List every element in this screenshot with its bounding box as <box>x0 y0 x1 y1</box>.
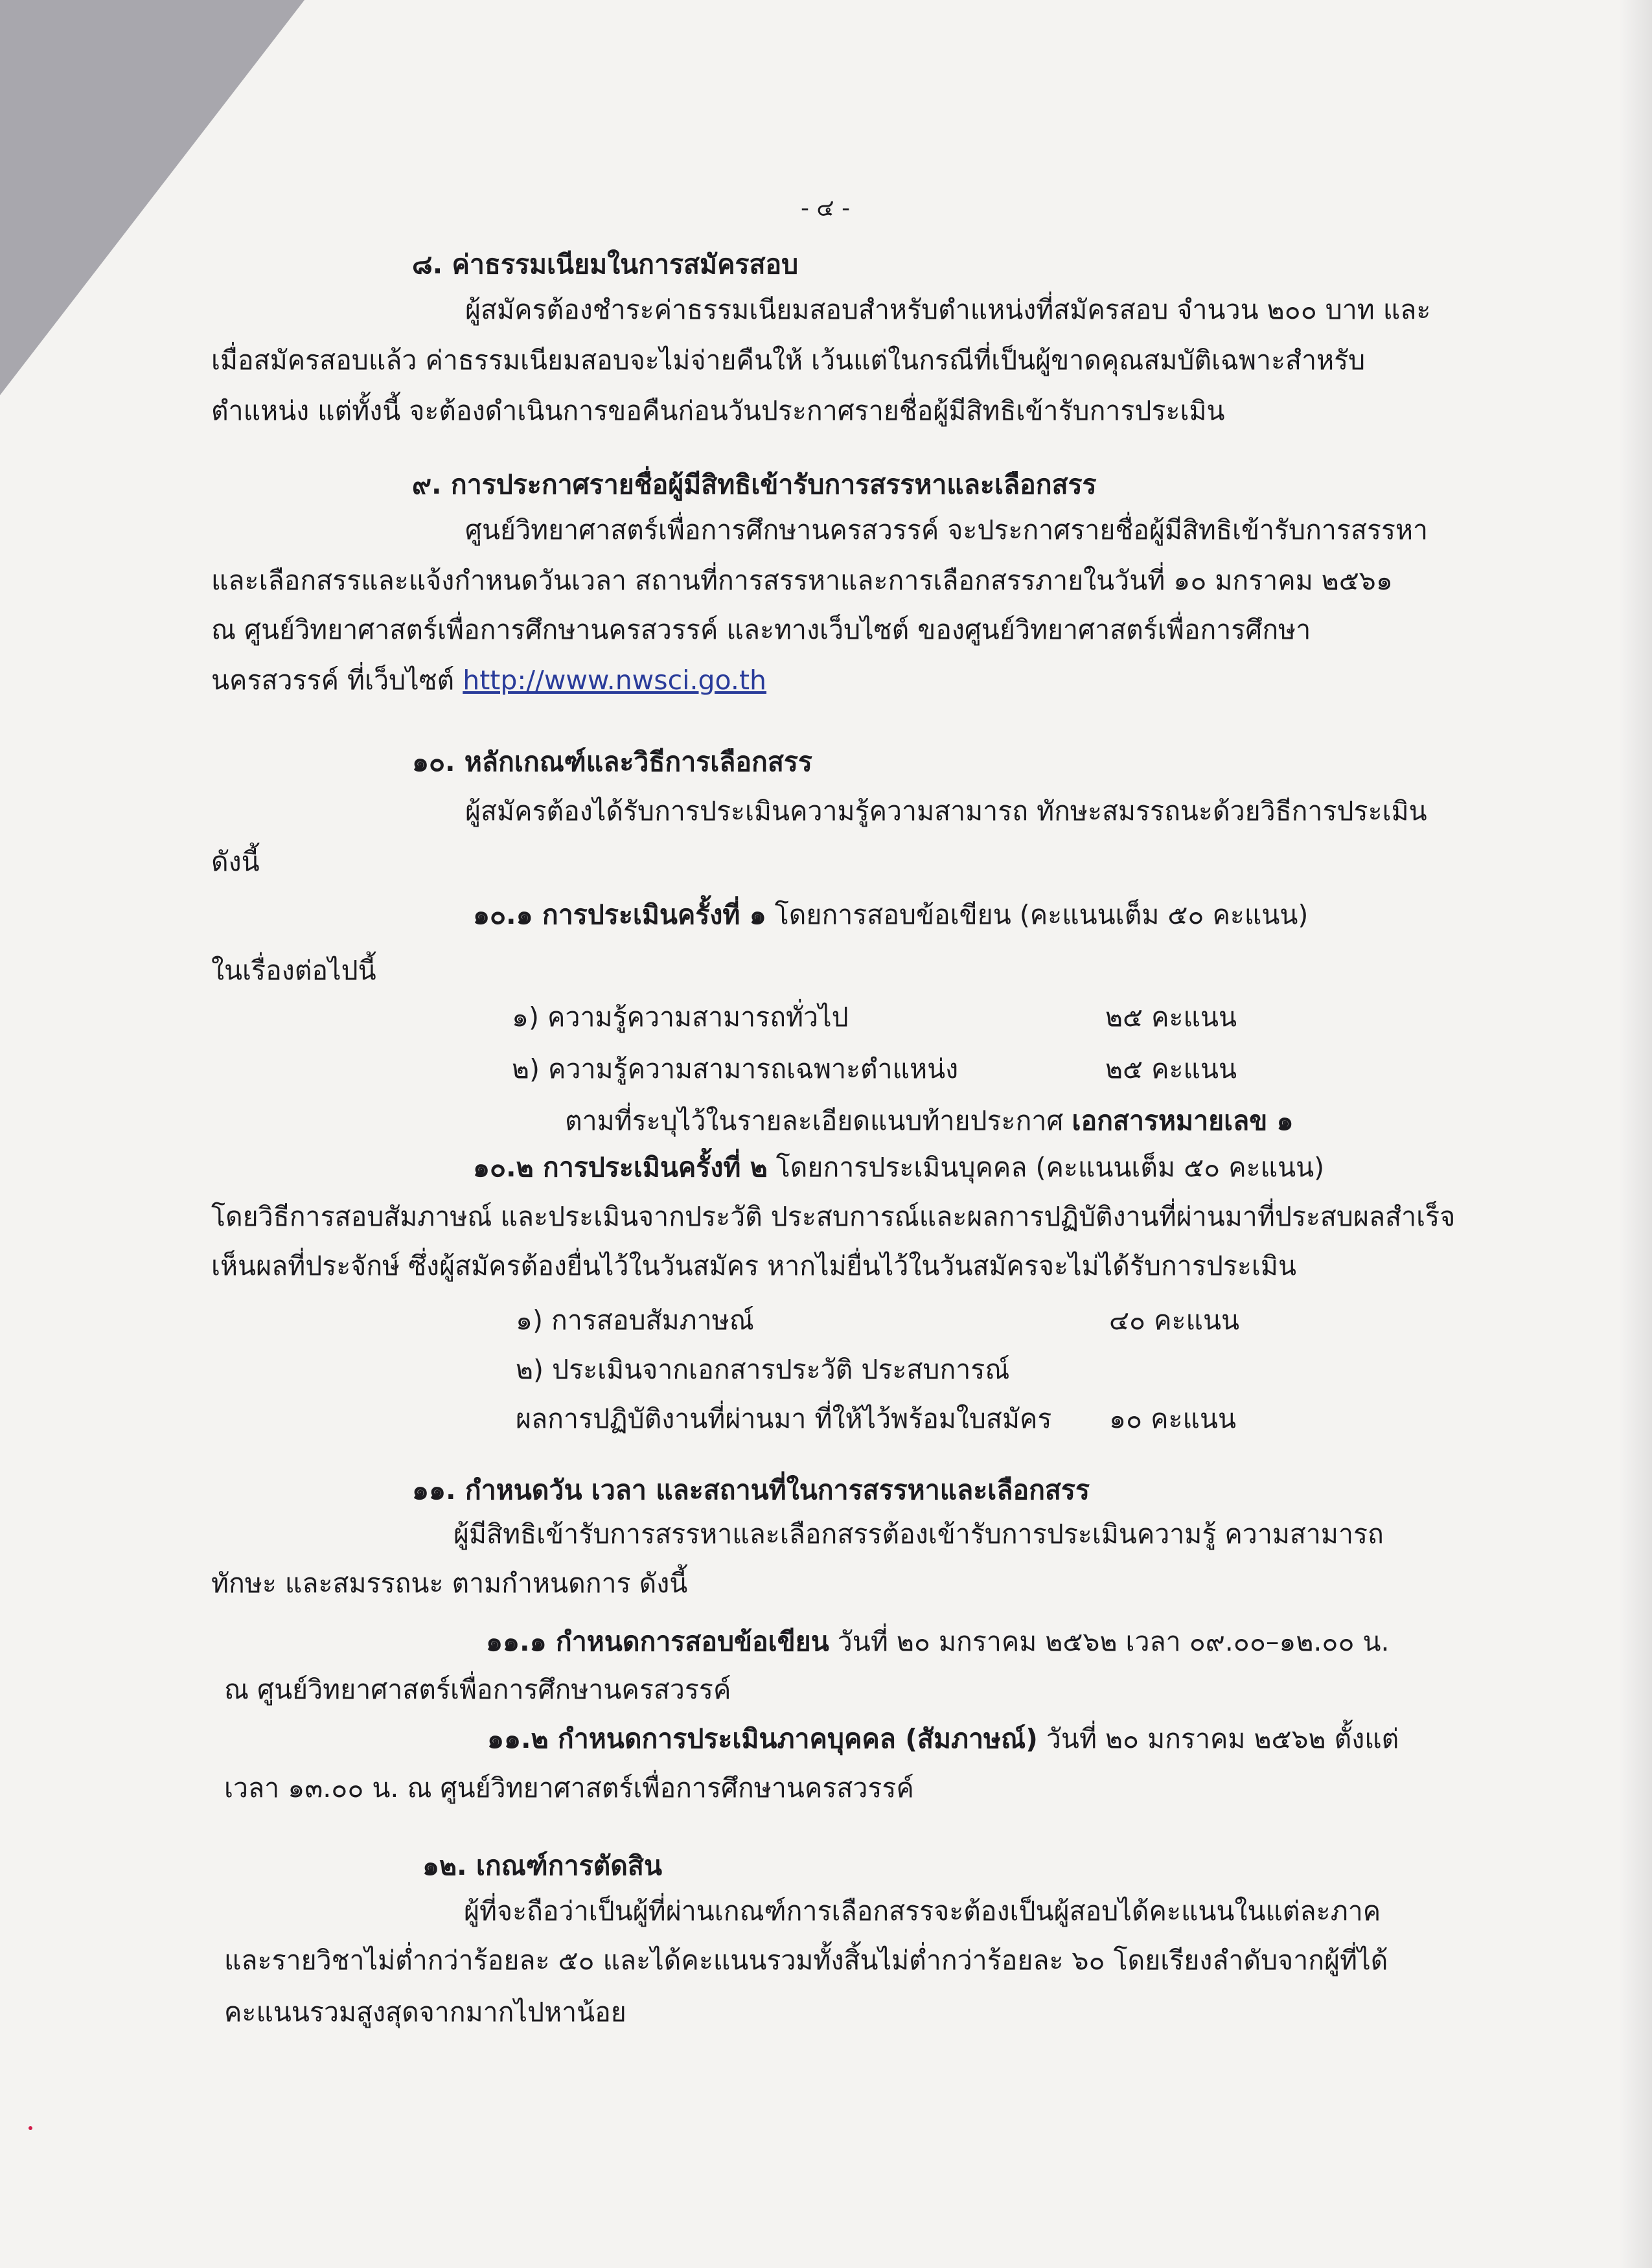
section-10-2-item-3: ผลการปฏิบัติงานที่ผ่านมา ที่ให้ไว้พร้อมใบสมัคร <box>516 1403 1052 1434</box>
section-8-line-2: เมื่อสมัครสอบแล้ว ค่าธรรมเนียมสอบจะไม่จ่ายคืนให้ เว้นแต่ในกรณีที่เป็นผู้ขาดคุณสมบัติเฉพาะสำหรับ <box>211 345 1366 376</box>
section-11-intro-1: ผู้มีสิทธิเข้ารับการสรรหาและเลือกสรรต้องเข้ารับการประเมินความรู้ ความสามารถ <box>453 1518 1384 1550</box>
section-10-intro-2: ดังนี้ <box>211 846 260 877</box>
section-11-heading: ๑๑. กำหนดวัน เวลา และสถานที่ในการสรรหาและเลือกสรร <box>412 1474 1090 1506</box>
section-10-2-item-3-score: ๑๐ คะแนน <box>1109 1403 1237 1434</box>
section-10-1-reference <box>565 1101 1294 1140</box>
section-10-1-cont: ในเรื่องต่อไปนี้ <box>211 955 376 986</box>
section-10-2-line-2: เห็นผลที่ประจักษ์ ซึ่งผู้สมัครต้องยื่นไว้ในวันสมัคร หากไม่ยื่นไว้ในวันสมัครจะไม่ได้รับการประเมิน <box>211 1250 1296 1281</box>
section-10-1-reference-doc: เอกสารหมายเลข ๑ <box>1072 1105 1294 1136</box>
section-10-1-text: โดยการสอบข้อเขียน (คะแนนเต็ม ๕๐ คะแนน) <box>766 899 1309 930</box>
scan-speck <box>29 2126 32 2130</box>
page-number: - ๔ - <box>801 195 851 222</box>
section-11-1-label: ๑๑.๑ กำหนดการสอบข้อเขียน <box>486 1626 829 1657</box>
section-10-1-item-2: ๒) ความรู้ความสามารถเฉพาะตำแหน่ง <box>512 1053 959 1084</box>
section-9-heading: ๙. การประกาศรายชื่อผู้มีสิทธิเข้ารับการสรรหาและเลือกสรร <box>412 469 1097 500</box>
section-10-intro-1: ผู้สมัครต้องได้รับการประเมินความรู้ความสามารถ ทักษะสมรรถนะด้วยวิธีการประเมิน <box>465 796 1427 827</box>
section-11-2-line <box>487 1719 1399 1758</box>
section-10-1-line <box>473 895 1308 934</box>
section-11-2-text: วันที่ ๒๐ มกราคม ๒๕๖๒ ตั้งแต่ <box>1037 1723 1399 1754</box>
section-11-1-cont: ณ ศูนย์วิทยาศาสตร์เพื่อการศึกษานครสวรรค์ <box>224 1674 731 1705</box>
section-10-2-item-1: ๑) การสอบสัมภาษณ์ <box>516 1305 754 1336</box>
section-10-2-line <box>473 1148 1324 1187</box>
section-9-line-4-text: นครสวรรค์ ที่เว็บไซต์ <box>211 665 463 696</box>
section-11-1-line <box>486 1622 1390 1661</box>
section-9-line-1: ศูนย์วิทยาศาสตร์เพื่อการศึกษานครสวรรค์ จะประกาศรายชื่อผู้มีสิทธิเข้ารับการสรรหา <box>465 514 1428 545</box>
section-10-1-item-2-score: ๒๕ คะแนน <box>1105 1053 1237 1084</box>
section-10-1-label: ๑๐.๑ การประเมินครั้งที่ ๑ <box>473 899 766 930</box>
section-11-intro-2: ทักษะ และสมรรถนะ ตามกำหนดการ ดังนี้ <box>211 1568 688 1599</box>
section-11-1-text: วันที่ ๒๐ มกราคม ๒๕๖๒ เวลา ๐๙.๐๐–๑๒.๐๐ น. <box>829 1626 1390 1657</box>
section-12-heading: ๑๒. เกณฑ์การตัดสิน <box>422 1850 662 1881</box>
section-10-1-reference-text: ตามที่ระบุไว้ในรายละเอียดแนบท้ายประกาศ <box>565 1105 1072 1136</box>
section-8-heading: ๘. ค่าธรรมเนียมในการสมัครสอบ <box>412 249 799 280</box>
website-link[interactable]: http://www.nwsci.go.th <box>463 665 767 696</box>
section-10-1-item-1: ๑) ความรู้ความสามารถทั่วไป <box>512 1002 849 1033</box>
section-10-2-line-1: โดยวิธีการสอบสัมภาษณ์ และประเมินจากประวัติ ประสบการณ์และผลการปฏิบัติงานที่ผ่านมาที่ประสบผลสำเร็จ <box>211 1201 1456 1232</box>
section-8-line-3: ตำแหน่ง แต่ทั้งนี้ จะต้องดำเนินการขอคืนก่อนวันประกาศรายชื่อผู้มีสิทธิเข้ารับการประเมิน <box>211 395 1225 426</box>
section-10-2-item-2: ๒) ประเมินจากเอกสารประวัติ ประสบการณ์ <box>516 1354 1010 1385</box>
section-10-2-item-1-score: ๔๐ คะแนน <box>1109 1305 1240 1336</box>
section-10-1-item-1-score: ๒๕ คะแนน <box>1105 1002 1237 1033</box>
section-10-2-text: โดยการประเมินบุคคล (คะแนนเต็ม ๕๐ คะแนน) <box>767 1152 1325 1183</box>
section-9-line-4 <box>211 661 766 700</box>
section-11-2-label: ๑๑.๒ กำหนดการประเมินภาคบุคคล (สัมภาษณ์) <box>487 1723 1038 1754</box>
section-9-line-3: ณ ศูนย์วิทยาศาสตร์เพื่อการศึกษานครสวรรค์ และทางเว็บไซต์ ของศูนย์วิทยาศาสตร์เพื่อการศึกษา <box>211 614 1311 645</box>
section-10-2-label: ๑๐.๒ การประเมินครั้งที่ ๒ <box>473 1152 768 1183</box>
section-9-line-2: และเลือกสรรและแจ้งกำหนดวันเวลา สถานที่การสรรหาและการเลือกสรรภายในวันที่ ๑๐ มกราคม ๒๕๖๑ <box>211 565 1393 596</box>
section-8-line-1: ผู้สมัครต้องชำระค่าธรรมเนียมสอบสำหรับตำแหน่งที่สมัครสอบ จำนวน ๒๐๐ บาท และ <box>465 294 1431 325</box>
section-12-line-3: คะแนนรวมสูงสุดจากมากไปหาน้อย <box>224 1997 626 2028</box>
section-11-2-cont: เวลา ๑๓.๐๐ น. ณ ศูนย์วิทยาศาสตร์เพื่อการศึกษานครสวรรค์ <box>224 1772 914 1804</box>
section-12-line-2: และรายวิชาไม่ต่ำกว่าร้อยละ ๕๐ และได้คะแนนรวมทั้งสิ้นไม่ต่ำกว่าร้อยละ ๖๐ โดยเรียงลำดับจากผู้ที่ได้ <box>224 1945 1388 1976</box>
section-10-heading: ๑๐. หลักเกณฑ์และวิธีการเลือกสรร <box>412 746 812 777</box>
section-12-line-1: ผู้ที่จะถือว่าเป็นผู้ที่ผ่านเกณฑ์การเลือกสรรจะต้องเป็นผู้สอบได้คะแนนในแต่ละภาค <box>464 1896 1381 1927</box>
